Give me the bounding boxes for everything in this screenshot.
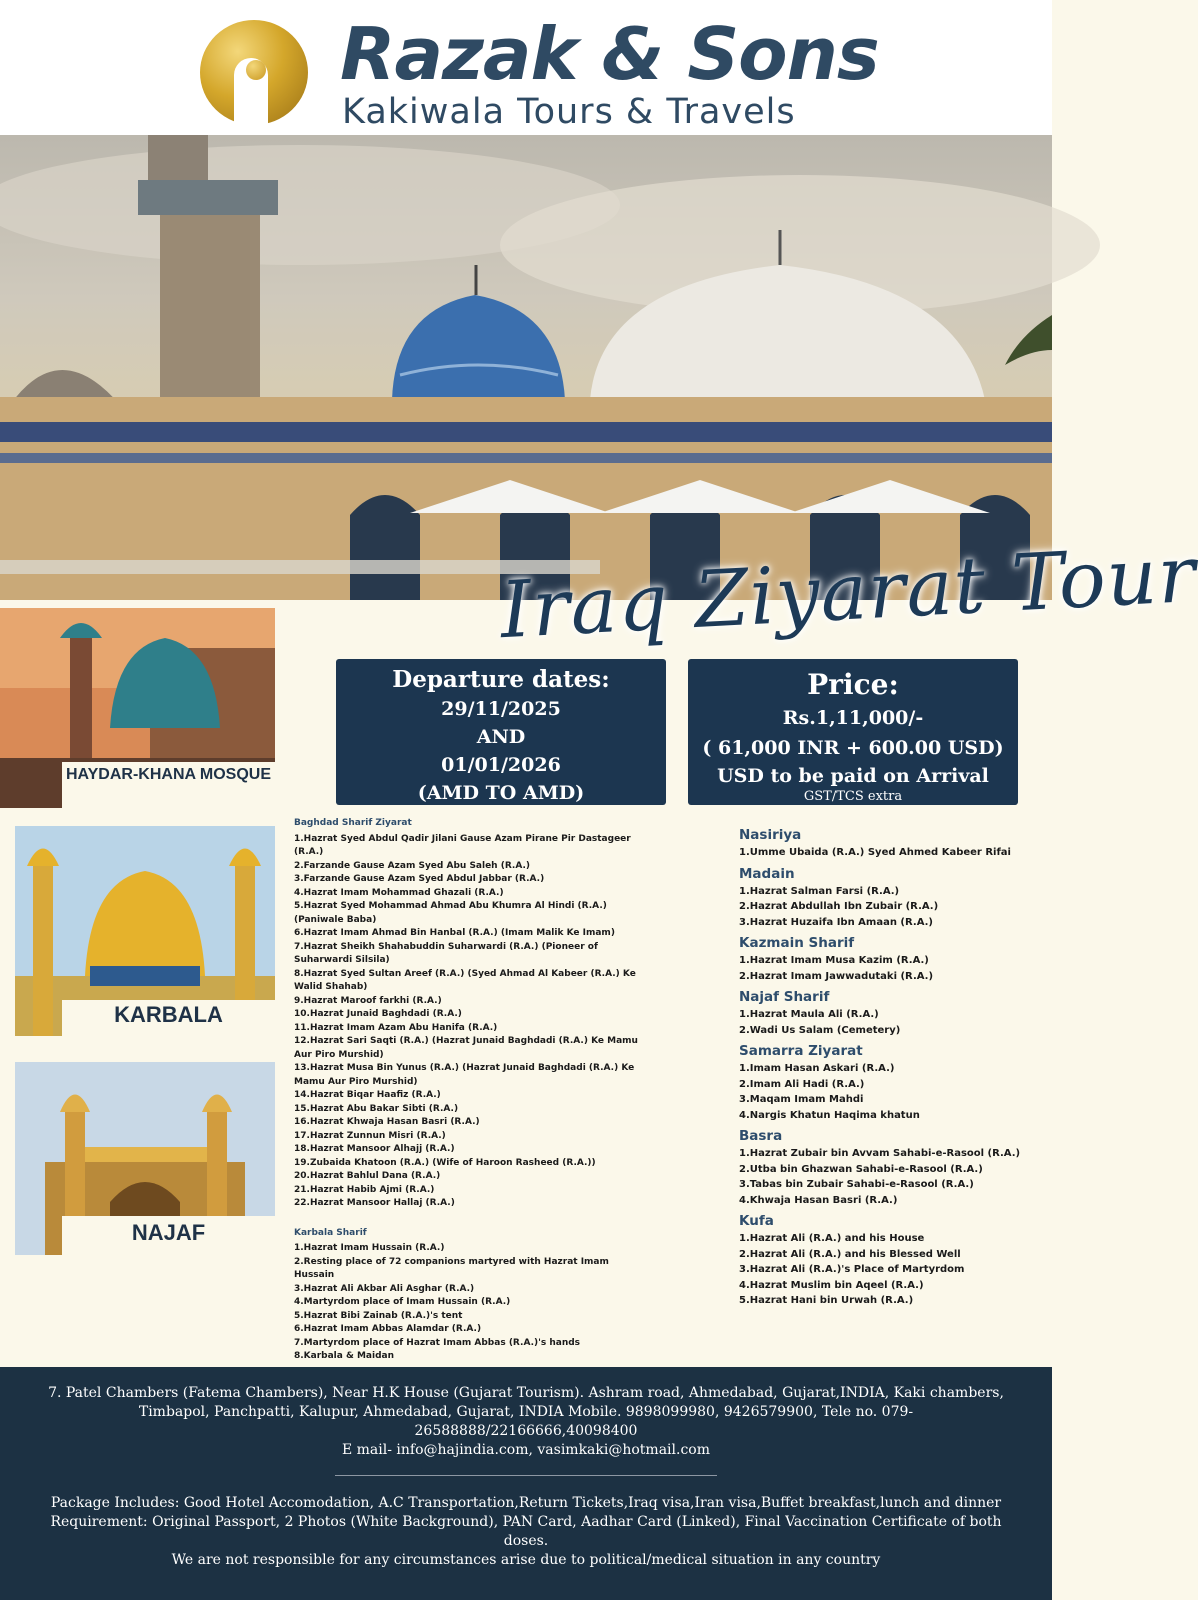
list-item: 1.Hazrat Zubair bin Avvam Sahabi-e-Rasool (R.A.) bbox=[739, 1148, 1021, 1159]
price-breakdown: ( 61,000 INR + 600.00 USD) bbox=[702, 737, 1004, 759]
footer-address: 7. Patel Chambers (Fatema Chambers), Near H.K House (Gujarat Tourism). Ashram road, Ahmedabad, Gujarat,INDIA, Kaki chambers, Timbapol, Panchpatti, Kalupur, Ahmedabad, Gujarat, INDIA Mobile. 9898099980, 9426579900, Tele no. 079-26588888/22166666,40098400 bbox=[48, 1385, 1004, 1439]
list-item: 3.Maqam Imam Mahdi bbox=[739, 1094, 864, 1105]
brand-name: Razak & Sons bbox=[340, 12, 879, 96]
list-item: 8.Hazrat Syed Sultan Areef (R.A.) (Syed Ahmad Al Kabeer (R.A.) Ke Walid Shahab) bbox=[294, 968, 636, 992]
list-item: 21.Hazrat Habib Ajmi (R.A.) bbox=[294, 1184, 435, 1195]
departure-and: AND bbox=[476, 726, 526, 748]
list-item: 8.Karbala & Maidan bbox=[294, 1351, 394, 1361]
list-item: 13.Hazrat Musa Bin Yunus (R.A.) (Hazrat Junaid Baghdadi (R.A.) Ke Mamu Aur Piro Murshid) bbox=[294, 1063, 635, 1087]
list-item: 2.Hazrat Imam Jawwadutaki (R.A.) bbox=[739, 970, 934, 982]
list-item: 5.Hazrat Syed Mohammad Ahmad Abu Khumra Al Hindi (R.A.) (Paniwale Baba) bbox=[294, 901, 607, 925]
list-item: 5.Hazrat Bibi Zainab (R.A.)'s tent bbox=[294, 1310, 463, 1321]
list-item: 20.Hazrat Bahlul Dana (R.A.) bbox=[294, 1171, 441, 1181]
list-item: 7.Martyrdom place of Hazrat Imam Abbas (R.A.)'s hands bbox=[294, 1337, 581, 1348]
footer bbox=[0, 1367, 1052, 1600]
list-item: 4.Khwaja Hasan Basri (R.A.) bbox=[739, 1194, 898, 1206]
list-item: 7.Hazrat Sheikh Shahabuddin Suharwardi (R.A.) (Pioneer of Suharwardi Silsila) bbox=[294, 941, 598, 965]
departure-title: Departure dates: bbox=[392, 666, 610, 693]
list-item: 4.Nargis Khatun Haqima khatun bbox=[739, 1109, 920, 1121]
list-item: 18.Hazrat Mansoor Alhajj (R.A.) bbox=[294, 1144, 455, 1154]
list-item: 10.Hazrat Junaid Baghdadi (R.A.) bbox=[294, 1009, 462, 1019]
departure-date-2: 01/01/2026 bbox=[441, 754, 561, 776]
kufa-section-title: Kufa bbox=[739, 1213, 774, 1229]
list-item: 1.Hazrat Imam Musa Kazim (R.A.) bbox=[739, 955, 929, 966]
list-item: 1.Hazrat Ali (R.A.) and his House bbox=[739, 1233, 925, 1244]
price-note: USD to be paid on Arrival bbox=[717, 765, 989, 787]
list-item: 3.Hazrat Huzaifa Ibn Amaan (R.A.) bbox=[739, 916, 933, 928]
basra-section-title: Basra bbox=[739, 1128, 783, 1144]
karbala-caption: KARBALA bbox=[62, 1000, 275, 1036]
price-extra: GST/TCS extra bbox=[803, 789, 903, 804]
list-item: 5.Hazrat Hani bin Urwah (R.A.) bbox=[739, 1295, 914, 1306]
list-item: 1.Hazrat Imam Hussain (R.A.) bbox=[294, 1243, 445, 1253]
list-item: 3.Hazrat Ali Akbar Ali Asghar (R.A.) bbox=[294, 1283, 475, 1294]
departure-date-1: 29/11/2025 bbox=[441, 698, 561, 720]
price-box bbox=[688, 659, 1018, 805]
price-title: Price: bbox=[807, 668, 899, 701]
baghdad-section-title: Baghdad Sharif Ziyarat bbox=[294, 818, 412, 828]
price-amount: Rs.1,11,000/- bbox=[782, 707, 924, 729]
list-item: 19.Zubaida Khatoon (R.A.) (Wife of Haroon Rasheed (R.A.)) bbox=[294, 1157, 596, 1168]
list-item: 12.Hazrat Sari Saqti (R.A.) (Hazrat Junaid Baghdadi (R.A.) Ke Mamu Aur Piro Murshid) bbox=[294, 1036, 638, 1060]
hero-shrine-image bbox=[0, 135, 1052, 600]
list-item: 1.Umme Ubaida (R.A.) Syed Ahmed Kabeer Rifai bbox=[739, 847, 1011, 858]
list-item: 2.Farzande Gause Azam Syed Abu Saleh (R.A.) bbox=[294, 860, 531, 871]
list-item: 6.Hazrat Imam Abbas Alamdar (R.A.) bbox=[294, 1324, 482, 1334]
nasiriya-section-title: Nasiriya bbox=[739, 827, 802, 843]
list-item: 17.Hazrat Zunnun Misri (R.A.) bbox=[294, 1130, 446, 1141]
header bbox=[0, 0, 1052, 135]
list-item: 14.Hazrat Biqar Haafiz (R.A.) bbox=[294, 1090, 441, 1100]
list-item: 1.Imam Hasan Askari (R.A.) bbox=[739, 1063, 895, 1074]
list-item: 2.Utba bin Ghazwan Sahabi-e-Rasool (R.A.) bbox=[739, 1163, 983, 1175]
list-item: 4.Hazrat Muslim bin Aqeel (R.A.) bbox=[739, 1279, 924, 1291]
footer-email: E mail- info@hajindia.com, vasimkaki@hotmail.com bbox=[341, 1442, 711, 1458]
package-includes: Package Includes: Good Hotel Accomodation, A.C Transportation,Return Tickets,Iraq visa,Iran visa,Buffet breakfast,lunch and dinner bbox=[50, 1495, 1002, 1511]
list-item: 3.Hazrat Ali (R.A.)'s Place of Martyrdom bbox=[739, 1264, 965, 1275]
samarra-section-title: Samarra Ziyarat bbox=[739, 1043, 863, 1059]
brand-logo-icon bbox=[200, 20, 308, 125]
list-item: 15.Hazrat Abu Bakar Sibti (R.A.) bbox=[294, 1103, 459, 1114]
najaf-caption: NAJAF bbox=[62, 1216, 275, 1255]
footer-divider bbox=[335, 1475, 717, 1476]
brand-tagline: Kakiwala Tours & Travels bbox=[342, 92, 796, 132]
departure-box bbox=[336, 659, 666, 805]
tour-title: Iraq Ziyarat Tour bbox=[498, 529, 1198, 657]
list-item: 1.Hazrat Syed Abdul Qadir Jilani Gause Azam Pirane Pir Dastageer (R.A.) bbox=[294, 833, 631, 857]
list-item: 2.Resting place of 72 companions martyred with Hazrat Imam Hussain bbox=[294, 1256, 609, 1280]
list-item: 3.Farzande Gause Azam Syed Abdul Jabbar (R.A.) bbox=[294, 874, 545, 884]
haydar-khana-caption: HAYDAR-KHANA MOSQUE bbox=[62, 762, 275, 808]
requirements: Requirement: Original Passport, 2 Photos (White Background), PAN Card, Aadhar Card (Linked), Final Vaccination Certificate of both doses. bbox=[50, 1514, 1002, 1549]
ziyarat-list-left bbox=[294, 817, 639, 1364]
list-item: 2.Imam Ali Hadi (R.A.) bbox=[739, 1078, 865, 1090]
list-item: 4.Martyrdom place of Imam Hussain (R.A.) bbox=[294, 1297, 511, 1307]
list-item: 4.Hazrat Imam Mohammad Ghazali (R.A.) bbox=[294, 887, 504, 898]
list-item: 2.Wadi Us Salam (Cemetery) bbox=[739, 1024, 901, 1036]
list-item: 1.Hazrat Salman Farsi (R.A.) bbox=[739, 885, 900, 897]
disclaimer: We are not responsible for any circumstances arise due to political/medical situation in any country bbox=[171, 1552, 881, 1568]
madain-section-title: Madain bbox=[739, 865, 795, 882]
list-item: 11.Hazrat Imam Azam Abu Hanifa (R.A.) bbox=[294, 1022, 498, 1033]
karbala-section-title: Karbala Sharif bbox=[294, 1227, 367, 1238]
list-item: 16.Hazrat Khwaja Hasan Basri (R.A.) bbox=[294, 1117, 480, 1127]
list-item: 9.Hazrat Maroof farkhi (R.A.) bbox=[294, 995, 442, 1006]
list-item: 22.Hazrat Mansoor Hallaj (R.A.) bbox=[294, 1198, 455, 1208]
kazmain-section-title: Kazmain Sharif bbox=[739, 935, 855, 951]
departure-route: (AMD TO AMD) bbox=[417, 782, 585, 804]
list-item: 2.Hazrat Abdullah Ibn Zubair (R.A.) bbox=[739, 901, 939, 912]
najaf-section-title: Najaf Sharif bbox=[739, 989, 830, 1005]
ziyarat-list-right bbox=[739, 822, 1039, 1309]
list-item: 6.Hazrat Imam Ahmad Bin Hanbal (R.A.) (Imam Malik Ke Imam) bbox=[294, 928, 615, 938]
list-item: 1.Hazrat Maula Ali (R.A.) bbox=[739, 1009, 879, 1020]
list-item: 3.Tabas bin Zubair Sahabi-e-Rasool (R.A.) bbox=[739, 1179, 974, 1190]
list-item: 2.Hazrat Ali (R.A.) and his Blessed Well bbox=[739, 1248, 961, 1260]
